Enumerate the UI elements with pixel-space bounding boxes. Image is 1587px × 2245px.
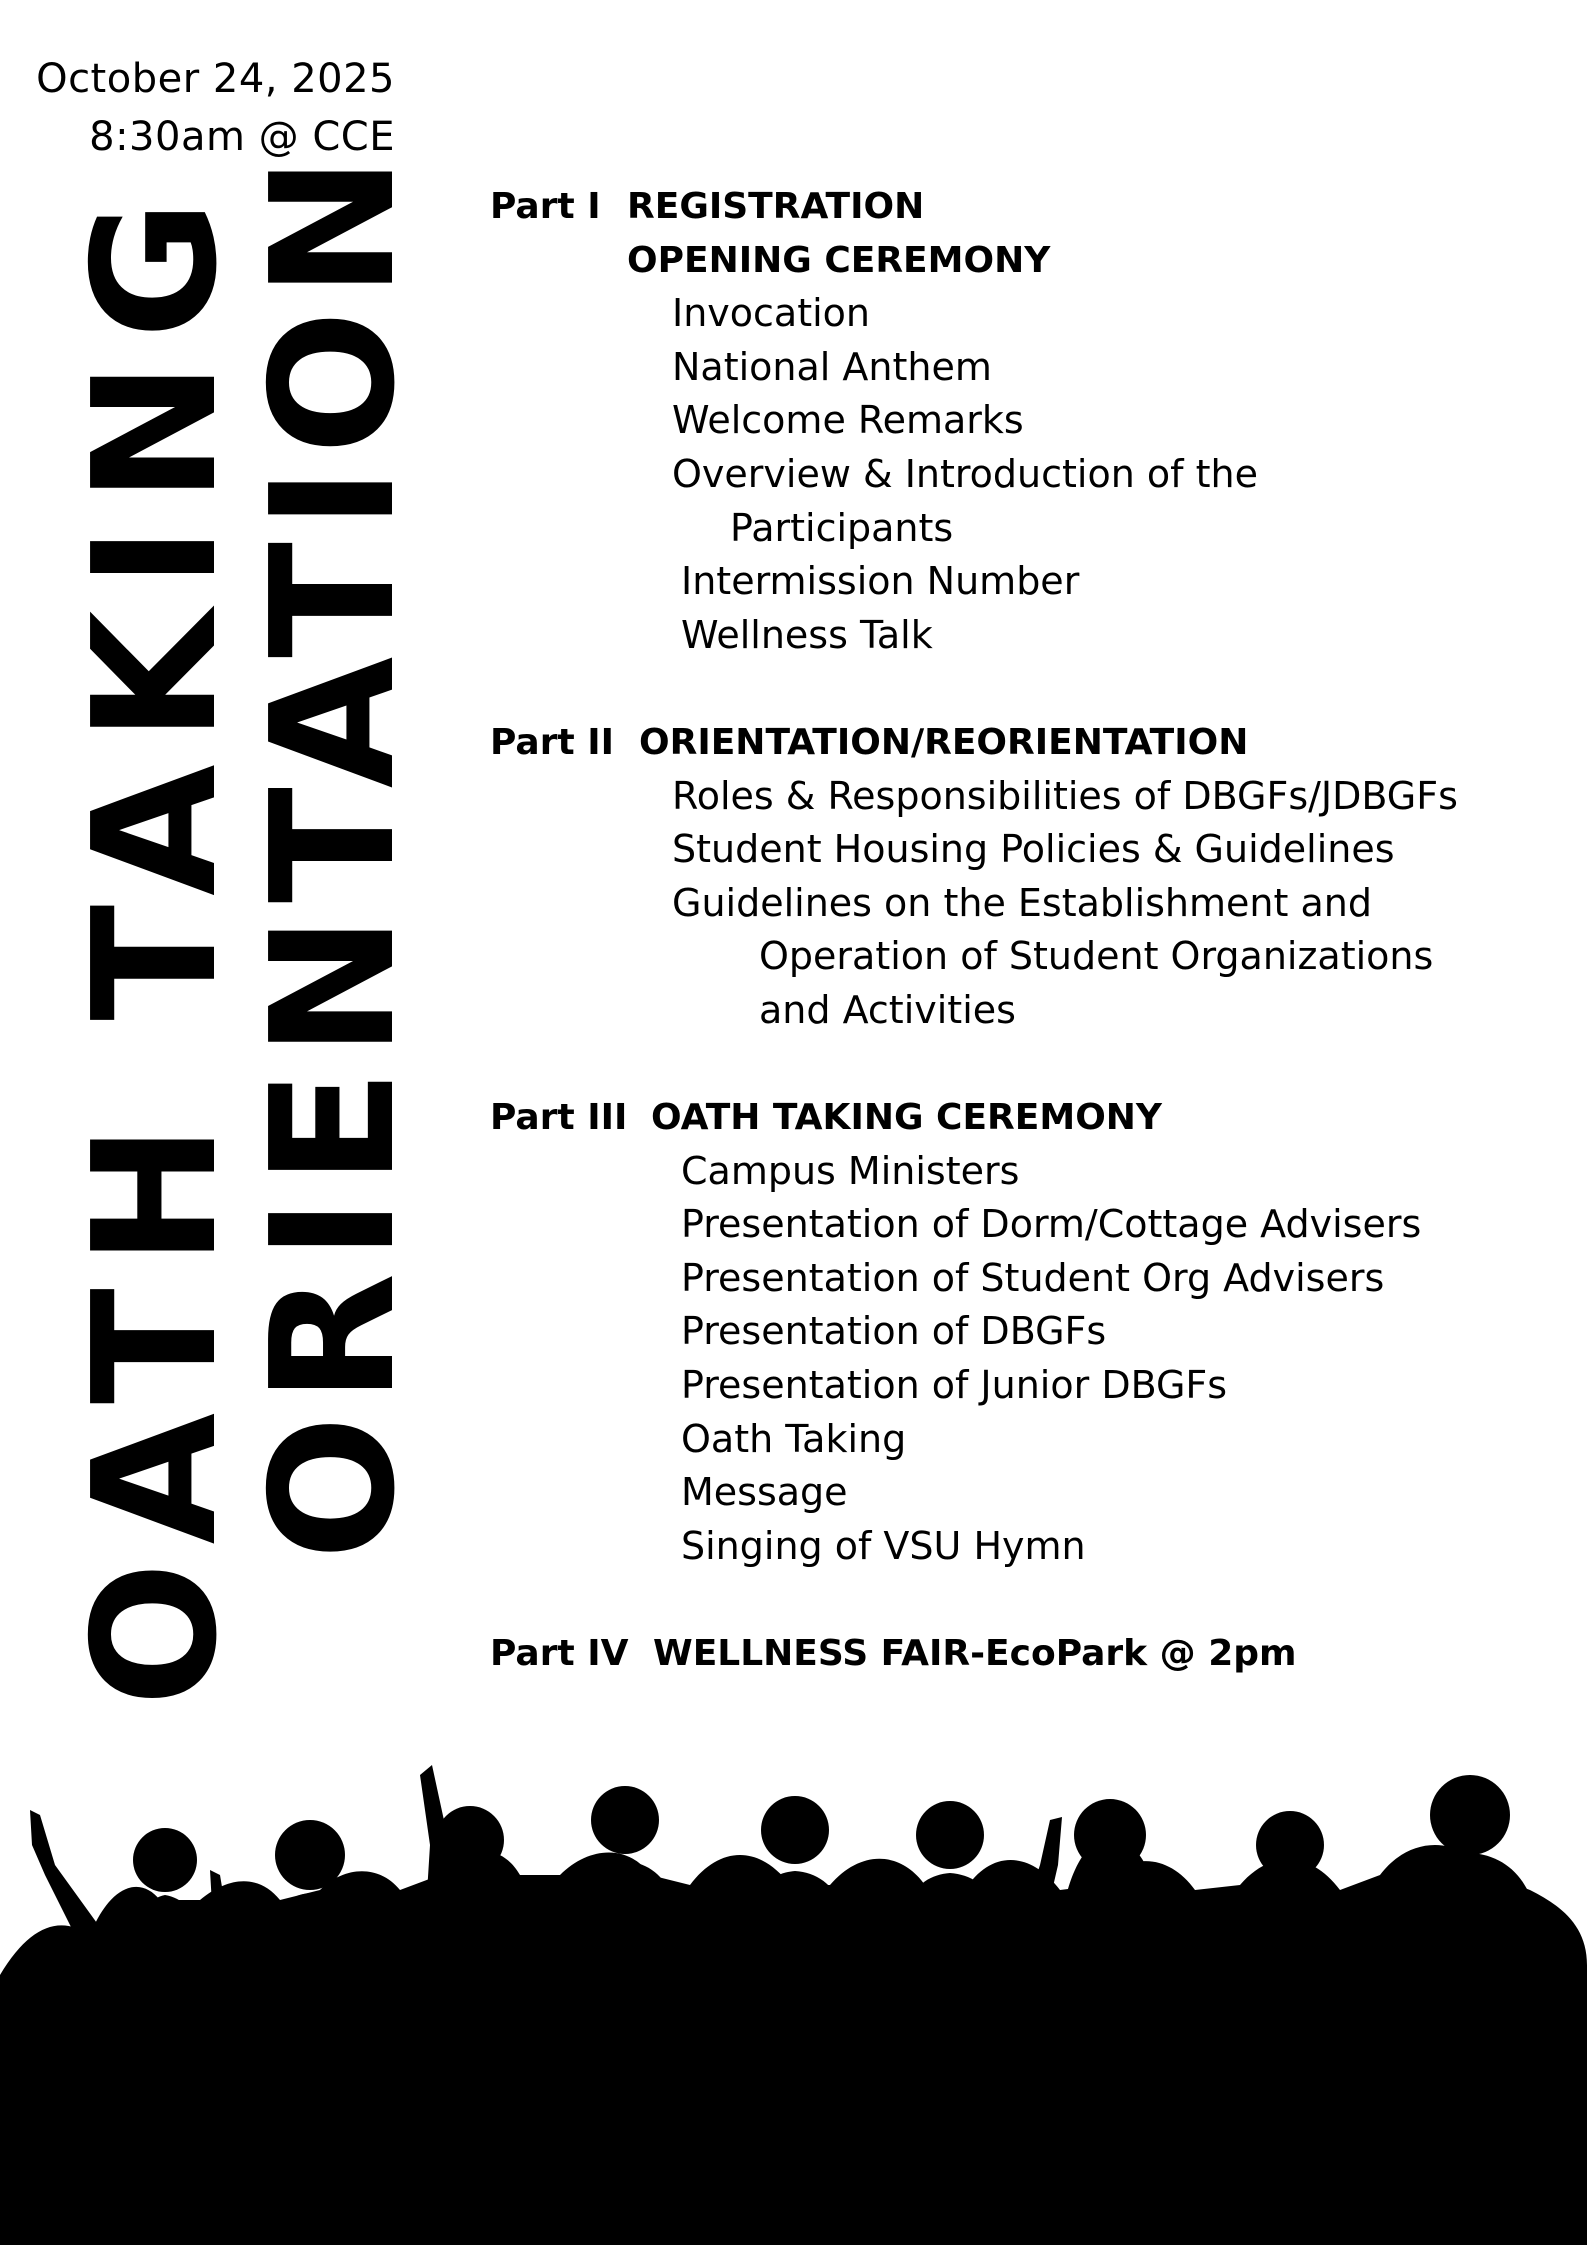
event-date: October 24, 2025 [36, 56, 395, 102]
part-3-label: Part III [490, 1097, 628, 1139]
list-item: Roles & Responsibilities of DBGFs/JDBGFs [672, 773, 1458, 818]
title-oath-taking: OATH TAKING [57, 177, 255, 1707]
list-item: Presentation of DBGFs [681, 1309, 1107, 1354]
list-item: Presentation of Junior DBGFs [681, 1363, 1228, 1408]
list-item: Message [681, 1470, 848, 1515]
list-item: National Anthem [672, 344, 992, 389]
list-item: Guidelines on the Establishment and [672, 880, 1372, 925]
part-2-label: Part II [490, 721, 614, 763]
part-3 [490, 1091, 1550, 1627]
crowd-silhouette-image [0, 1725, 1587, 2245]
part-2 [490, 716, 1550, 1091]
list-item: Intermission Number [681, 559, 1080, 604]
event-time-venue: 8:30am @ CCE [89, 114, 395, 160]
list-item: Presentation of Student Org Advisers [681, 1255, 1385, 1300]
part-1-heading-opening: OPENING CEREMONY [627, 239, 1051, 281]
title-orientation: ORIENTATION [235, 143, 433, 1561]
part-4-heading: WELLNESS FAIR-EcoPark @ 2pm [653, 1633, 1297, 1675]
part-4-label: Part IV [490, 1633, 629, 1675]
part-1-heading-registration: REGISTRATION [627, 186, 925, 227]
part-2-heading: ORIENTATION/REORIENTATION [639, 721, 1249, 763]
people-silhouettes [0, 1765, 1587, 2245]
part-1 [490, 180, 1550, 716]
list-item: Invocation [672, 291, 870, 336]
part-3-heading: OATH TAKING CEREMONY [651, 1097, 1162, 1139]
part-1-label: Part I [490, 186, 601, 227]
list-item: Participants [730, 505, 954, 550]
list-item: Student Housing Policies & Guidelines [672, 827, 1395, 872]
list-item: Presentation of Dorm/Cottage Advisers [681, 1202, 1422, 1247]
list-item: Singing of VSU Hymn [681, 1523, 1086, 1568]
list-item: Overview & Introduction of the [672, 451, 1258, 496]
list-item: and Activities [759, 987, 1016, 1032]
list-item: Campus Ministers [681, 1148, 1020, 1193]
program-list [490, 180, 1550, 1681]
list-item: Welcome Remarks [672, 398, 1024, 443]
part-4 [490, 1627, 1550, 1681]
list-item: Oath Taking [681, 1416, 907, 1461]
list-item: Wellness Talk [681, 612, 933, 657]
list-item: Operation of Student Organizations [759, 934, 1434, 979]
